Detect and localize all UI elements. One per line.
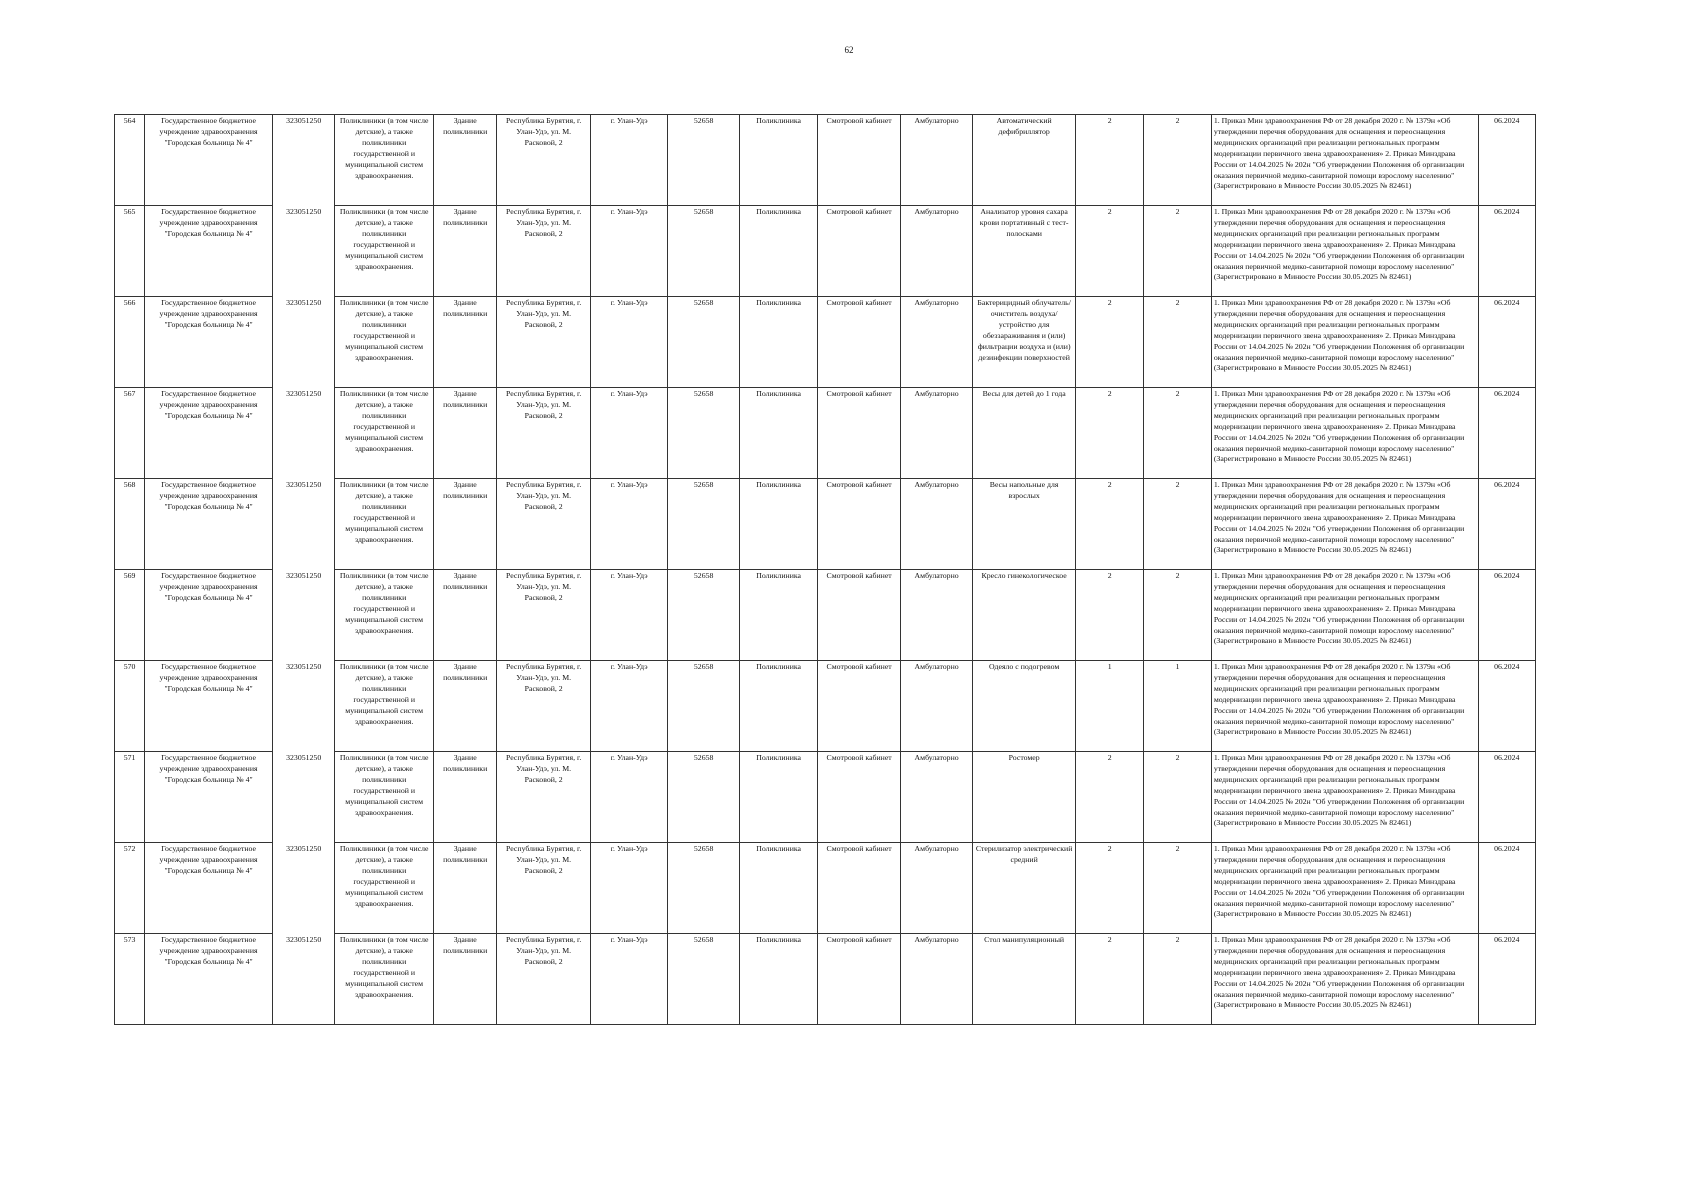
cell-date: 06.2024	[1478, 479, 1536, 570]
cell-num: 571	[115, 752, 145, 843]
cell-date: 06.2024	[1478, 388, 1536, 479]
cell-equipment: Кресло гинекологическое	[973, 570, 1076, 661]
cell-city: г. Улан-Удэ	[590, 752, 667, 843]
cell-unit-type: Поликлиника	[739, 570, 817, 661]
cell-basis: 1. Приказ Мин здравоохранения РФ от 28 декабря 2020 г. № 1379н «Об утверждении перечня оборудования для оснащения и переоснащения медицинских организаций при реализации региональных программ модернизации первичного звена здравоохранения» 2. Приказ Минздрава России от 14.04.2025 № 202н "Об утверждении Положения об организации оказания первичной медико-санитарной помощи взрослому населению" (Зарегистрировано в Минюсте России 30.05.2025 № 82461)	[1211, 934, 1478, 1025]
cell-okato: 52658	[668, 479, 739, 570]
cell-date: 06.2024	[1478, 570, 1536, 661]
cell-org: Государственное бюджетное учреждение здравоохранения "Городская больница № 4"	[145, 843, 273, 934]
cell-unit-type: Поликлиника	[739, 934, 817, 1025]
cell-okato: 52658	[668, 570, 739, 661]
cell-num: 568	[115, 479, 145, 570]
cell-address: Республика Бурятия, г. Улан-Удэ, ул. М. Расковой, 2	[497, 388, 591, 479]
cell-qty-required: 2	[1075, 752, 1143, 843]
cell-category: Поликлиники (в том числе детские), а также поликлиники государственной и муниципальной систем здравоохранения.	[335, 934, 434, 1025]
cell-qty-required: 2	[1075, 479, 1143, 570]
cell-building: Здание поликлиники	[433, 115, 496, 206]
cell-city: г. Улан-Удэ	[590, 479, 667, 570]
cell-building: Здание поликлиники	[433, 479, 496, 570]
cell-code: 323051250	[272, 843, 334, 934]
cell-address: Республика Бурятия, г. Улан-Удэ, ул. М. Расковой, 2	[497, 934, 591, 1025]
cell-category: Поликлиники (в том числе детские), а также поликлиники государственной и муниципальной систем здравоохранения.	[335, 752, 434, 843]
cell-city: г. Улан-Удэ	[590, 206, 667, 297]
cell-qty-present: 2	[1144, 934, 1211, 1025]
cell-building: Здание поликлиники	[433, 934, 496, 1025]
cell-address: Республика Бурятия, г. Улан-Удэ, ул. М. Расковой, 2	[497, 570, 591, 661]
cell-qty-required: 2	[1075, 297, 1143, 388]
cell-equipment: Бактерицидный облучатель/очиститель воздуха/устройство для обеззараживания и (или) фильтрации воздуха и (или) дезинфекции поверхностей	[973, 297, 1076, 388]
cell-qty-present: 2	[1144, 206, 1211, 297]
cell-room: Смотровой кабинет	[818, 843, 901, 934]
cell-equipment: Автоматический дефибриллятор	[973, 115, 1076, 206]
cell-care: Амбулаторно	[900, 934, 972, 1025]
cell-address: Республика Бурятия, г. Улан-Удэ, ул. М. Расковой, 2	[497, 661, 591, 752]
cell-category: Поликлиники (в том числе детские), а также поликлиники государственной и муниципальной систем здравоохранения.	[335, 388, 434, 479]
cell-category: Поликлиники (в том числе детские), а также поликлиники государственной и муниципальной систем здравоохранения.	[335, 297, 434, 388]
cell-code: 323051250	[272, 115, 334, 206]
cell-building: Здание поликлиники	[433, 843, 496, 934]
table-row	[115, 388, 1536, 479]
cell-date: 06.2024	[1478, 752, 1536, 843]
cell-care: Амбулаторно	[900, 388, 972, 479]
cell-building: Здание поликлиники	[433, 752, 496, 843]
cell-unit-type: Поликлиника	[739, 752, 817, 843]
cell-date: 06.2024	[1478, 843, 1536, 934]
cell-code: 323051250	[272, 388, 334, 479]
cell-qty-required: 2	[1075, 843, 1143, 934]
cell-org: Государственное бюджетное учреждение здравоохранения "Городская больница № 4"	[145, 206, 273, 297]
cell-qty-present: 2	[1144, 843, 1211, 934]
cell-address: Республика Бурятия, г. Улан-Удэ, ул. М. Расковой, 2	[497, 206, 591, 297]
cell-date: 06.2024	[1478, 297, 1536, 388]
cell-okato: 52658	[668, 115, 739, 206]
cell-okato: 52658	[668, 843, 739, 934]
cell-qty-required: 2	[1075, 934, 1143, 1025]
cell-qty-present: 2	[1144, 479, 1211, 570]
cell-room: Смотровой кабинет	[818, 934, 901, 1025]
cell-num: 572	[115, 843, 145, 934]
cell-code: 323051250	[272, 479, 334, 570]
table-row	[115, 661, 1536, 752]
page-number: 62	[844, 45, 854, 55]
cell-care: Амбулаторно	[900, 570, 972, 661]
cell-qty-required: 2	[1075, 206, 1143, 297]
cell-num: 567	[115, 388, 145, 479]
table-row	[115, 206, 1536, 297]
cell-equipment: Стол манипуляционный	[973, 934, 1076, 1025]
cell-building: Здание поликлиники	[433, 388, 496, 479]
cell-room: Смотровой кабинет	[818, 661, 901, 752]
cell-category: Поликлиники (в том числе детские), а также поликлиники государственной и муниципальной систем здравоохранения.	[335, 115, 434, 206]
cell-care: Амбулаторно	[900, 479, 972, 570]
cell-care: Амбулаторно	[900, 843, 972, 934]
cell-room: Смотровой кабинет	[818, 297, 901, 388]
cell-category: Поликлиники (в том числе детские), а также поликлиники государственной и муниципальной систем здравоохранения.	[335, 206, 434, 297]
cell-qty-present: 1	[1144, 661, 1211, 752]
cell-code: 323051250	[272, 297, 334, 388]
cell-basis: 1. Приказ Мин здравоохранения РФ от 28 декабря 2020 г. № 1379н «Об утверждении перечня оборудования для оснащения и переоснащения медицинских организаций при реализации региональных программ модернизации первичного звена здравоохранения» 2. Приказ Минздрава России от 14.04.2025 № 202н "Об утверждении Положения об организации оказания первичной медико-санитарной помощи взрослому населению" (Зарегистрировано в Минюсте России 30.05.2025 № 82461)	[1211, 206, 1478, 297]
cell-okato: 52658	[668, 752, 739, 843]
cell-equipment: Весы для детей до 1 года	[973, 388, 1076, 479]
table-row	[115, 297, 1536, 388]
cell-code: 323051250	[272, 206, 334, 297]
cell-basis: 1. Приказ Мин здравоохранения РФ от 28 декабря 2020 г. № 1379н «Об утверждении перечня оборудования для оснащения и переоснащения медицинских организаций при реализации региональных программ модернизации первичного звена здравоохранения» 2. Приказ Минздрава России от 14.04.2025 № 202н "Об утверждении Положения об организации оказания первичной медико-санитарной помощи взрослому населению" (Зарегистрировано в Минюсте России 30.05.2025 № 82461)	[1211, 752, 1478, 843]
cell-num: 570	[115, 661, 145, 752]
cell-care: Амбулаторно	[900, 206, 972, 297]
cell-equipment: Одеяло с подогревом	[973, 661, 1076, 752]
cell-basis: 1. Приказ Мин здравоохранения РФ от 28 декабря 2020 г. № 1379н «Об утверждении перечня оборудования для оснащения и переоснащения медицинских организаций при реализации региональных программ модернизации первичного звена здравоохранения» 2. Приказ Минздрава России от 14.04.2025 № 202н "Об утверждении Положения об организации оказания первичной медико-санитарной помощи взрослому населению" (Зарегистрировано в Минюсте России 30.05.2025 № 82461)	[1211, 115, 1478, 206]
cell-unit-type: Поликлиника	[739, 297, 817, 388]
equipment-register-table	[114, 114, 1536, 1025]
cell-qty-present: 2	[1144, 297, 1211, 388]
cell-address: Республика Бурятия, г. Улан-Удэ, ул. М. Расковой, 2	[497, 297, 591, 388]
cell-category: Поликлиники (в том числе детские), а также поликлиники государственной и муниципальной систем здравоохранения.	[335, 843, 434, 934]
cell-city: г. Улан-Удэ	[590, 934, 667, 1025]
cell-room: Смотровой кабинет	[818, 115, 901, 206]
cell-city: г. Улан-Удэ	[590, 570, 667, 661]
table-row	[115, 570, 1536, 661]
cell-care: Амбулаторно	[900, 297, 972, 388]
cell-address: Республика Бурятия, г. Улан-Удэ, ул. М. Расковой, 2	[497, 479, 591, 570]
cell-address: Республика Бурятия, г. Улан-Удэ, ул. М. Расковой, 2	[497, 115, 591, 206]
cell-basis: 1. Приказ Мин здравоохранения РФ от 28 декабря 2020 г. № 1379н «Об утверждении перечня оборудования для оснащения и переоснащения медицинских организаций при реализации региональных программ модернизации первичного звена здравоохранения» 2. Приказ Минздрава России от 14.04.2025 № 202н "Об утверждении Положения об организации оказания первичной медико-санитарной помощи взрослому населению" (Зарегистрировано в Минюсте России 30.05.2025 № 82461)	[1211, 297, 1478, 388]
cell-equipment: Весы напольные для взрослых	[973, 479, 1076, 570]
cell-building: Здание поликлиники	[433, 297, 496, 388]
cell-category: Поликлиники (в том числе детские), а также поликлиники государственной и муниципальной систем здравоохранения.	[335, 661, 434, 752]
cell-room: Смотровой кабинет	[818, 479, 901, 570]
cell-org: Государственное бюджетное учреждение здравоохранения "Городская больница № 4"	[145, 115, 273, 206]
table-row	[115, 843, 1536, 934]
cell-basis: 1. Приказ Мин здравоохранения РФ от 28 декабря 2020 г. № 1379н «Об утверждении перечня оборудования для оснащения и переоснащения медицинских организаций при реализации региональных программ модернизации первичного звена здравоохранения» 2. Приказ Минздрава России от 14.04.2025 № 202н "Об утверждении Положения об организации оказания первичной медико-санитарной помощи взрослому населению" (Зарегистрировано в Минюсте России 30.05.2025 № 82461)	[1211, 570, 1478, 661]
cell-qty-present: 2	[1144, 570, 1211, 661]
cell-num: 565	[115, 206, 145, 297]
cell-org: Государственное бюджетное учреждение здравоохранения "Городская больница № 4"	[145, 570, 273, 661]
cell-city: г. Улан-Удэ	[590, 843, 667, 934]
table-row	[115, 934, 1536, 1025]
cell-okato: 52658	[668, 297, 739, 388]
cell-qty-required: 1	[1075, 661, 1143, 752]
cell-num: 566	[115, 297, 145, 388]
cell-basis: 1. Приказ Мин здравоохранения РФ от 28 декабря 2020 г. № 1379н «Об утверждении перечня оборудования для оснащения и переоснащения медицинских организаций при реализации региональных программ модернизации первичного звена здравоохранения» 2. Приказ Минздрава России от 14.04.2025 № 202н "Об утверждении Положения об организации оказания первичной медико-санитарной помощи взрослому населению" (Зарегистрировано в Минюсте России 30.05.2025 № 82461)	[1211, 661, 1478, 752]
cell-code: 323051250	[272, 934, 334, 1025]
cell-basis: 1. Приказ Мин здравоохранения РФ от 28 декабря 2020 г. № 1379н «Об утверждении перечня оборудования для оснащения и переоснащения медицинских организаций при реализации региональных программ модернизации первичного звена здравоохранения» 2. Приказ Минздрава России от 14.04.2025 № 202н "Об утверждении Положения об организации оказания первичной медико-санитарной помощи взрослому населению" (Зарегистрировано в Минюсте России 30.05.2025 № 82461)	[1211, 388, 1478, 479]
cell-equipment: Ростомер	[973, 752, 1076, 843]
cell-date: 06.2024	[1478, 661, 1536, 752]
cell-org: Государственное бюджетное учреждение здравоохранения "Городская больница № 4"	[145, 661, 273, 752]
cell-care: Амбулаторно	[900, 752, 972, 843]
cell-equipment: Стерилизатор электрический средний	[973, 843, 1076, 934]
cell-address: Республика Бурятия, г. Улан-Удэ, ул. М. Расковой, 2	[497, 843, 591, 934]
cell-code: 323051250	[272, 752, 334, 843]
cell-unit-type: Поликлиника	[739, 479, 817, 570]
table-row	[115, 479, 1536, 570]
cell-room: Смотровой кабинет	[818, 570, 901, 661]
cell-date: 06.2024	[1478, 206, 1536, 297]
cell-basis: 1. Приказ Мин здравоохранения РФ от 28 декабря 2020 г. № 1379н «Об утверждении перечня оборудования для оснащения и переоснащения медицинских организаций при реализации региональных программ модернизации первичного звена здравоохранения» 2. Приказ Минздрава России от 14.04.2025 № 202н "Об утверждении Положения об организации оказания первичной медико-санитарной помощи взрослому населению" (Зарегистрировано в Минюсте России 30.05.2025 № 82461)	[1211, 843, 1478, 934]
cell-care: Амбулаторно	[900, 661, 972, 752]
cell-unit-type: Поликлиника	[739, 843, 817, 934]
cell-category: Поликлиники (в том числе детские), а также поликлиники государственной и муниципальной систем здравоохранения.	[335, 570, 434, 661]
cell-unit-type: Поликлиника	[739, 388, 817, 479]
cell-room: Смотровой кабинет	[818, 752, 901, 843]
cell-org: Государственное бюджетное учреждение здравоохранения "Городская больница № 4"	[145, 388, 273, 479]
cell-city: г. Улан-Удэ	[590, 388, 667, 479]
cell-org: Государственное бюджетное учреждение здравоохранения "Городская больница № 4"	[145, 934, 273, 1025]
cell-okato: 52658	[668, 206, 739, 297]
cell-qty-required: 2	[1075, 388, 1143, 479]
cell-city: г. Улан-Удэ	[590, 297, 667, 388]
cell-equipment: Анализатор уровня сахара крови портативный с тест-полосками	[973, 206, 1076, 297]
cell-org: Государственное бюджетное учреждение здравоохранения "Городская больница № 4"	[145, 297, 273, 388]
table-row	[115, 115, 1536, 206]
cell-unit-type: Поликлиника	[739, 115, 817, 206]
cell-num: 564	[115, 115, 145, 206]
cell-qty-present: 2	[1144, 388, 1211, 479]
cell-qty-present: 2	[1144, 752, 1211, 843]
cell-room: Смотровой кабинет	[818, 388, 901, 479]
cell-city: г. Улан-Удэ	[590, 115, 667, 206]
cell-qty-required: 2	[1075, 570, 1143, 661]
cell-okato: 52658	[668, 934, 739, 1025]
cell-org: Государственное бюджетное учреждение здравоохранения "Городская больница № 4"	[145, 752, 273, 843]
cell-okato: 52658	[668, 388, 739, 479]
cell-building: Здание поликлиники	[433, 570, 496, 661]
cell-date: 06.2024	[1478, 115, 1536, 206]
cell-address: Республика Бурятия, г. Улан-Удэ, ул. М. Расковой, 2	[497, 752, 591, 843]
cell-qty-present: 2	[1144, 115, 1211, 206]
cell-qty-required: 2	[1075, 115, 1143, 206]
cell-num: 573	[115, 934, 145, 1025]
cell-basis: 1. Приказ Мин здравоохранения РФ от 28 декабря 2020 г. № 1379н «Об утверждении перечня оборудования для оснащения и переоснащения медицинских организаций при реализации региональных программ модернизации первичного звена здравоохранения» 2. Приказ Минздрава России от 14.04.2025 № 202н "Об утверждении Положения об организации оказания первичной медико-санитарной помощи взрослому населению" (Зарегистрировано в Минюсте России 30.05.2025 № 82461)	[1211, 479, 1478, 570]
cell-care: Амбулаторно	[900, 115, 972, 206]
cell-building: Здание поликлиники	[433, 206, 496, 297]
cell-room: Смотровой кабинет	[818, 206, 901, 297]
cell-code: 323051250	[272, 661, 334, 752]
cell-okato: 52658	[668, 661, 739, 752]
cell-building: Здание поликлиники	[433, 661, 496, 752]
cell-category: Поликлиники (в том числе детские), а также поликлиники государственной и муниципальной систем здравоохранения.	[335, 479, 434, 570]
table-row	[115, 752, 1536, 843]
cell-unit-type: Поликлиника	[739, 206, 817, 297]
cell-unit-type: Поликлиника	[739, 661, 817, 752]
cell-code: 323051250	[272, 570, 334, 661]
cell-date: 06.2024	[1478, 934, 1536, 1025]
cell-city: г. Улан-Удэ	[590, 661, 667, 752]
cell-org: Государственное бюджетное учреждение здравоохранения "Городская больница № 4"	[145, 479, 273, 570]
cell-num: 569	[115, 570, 145, 661]
